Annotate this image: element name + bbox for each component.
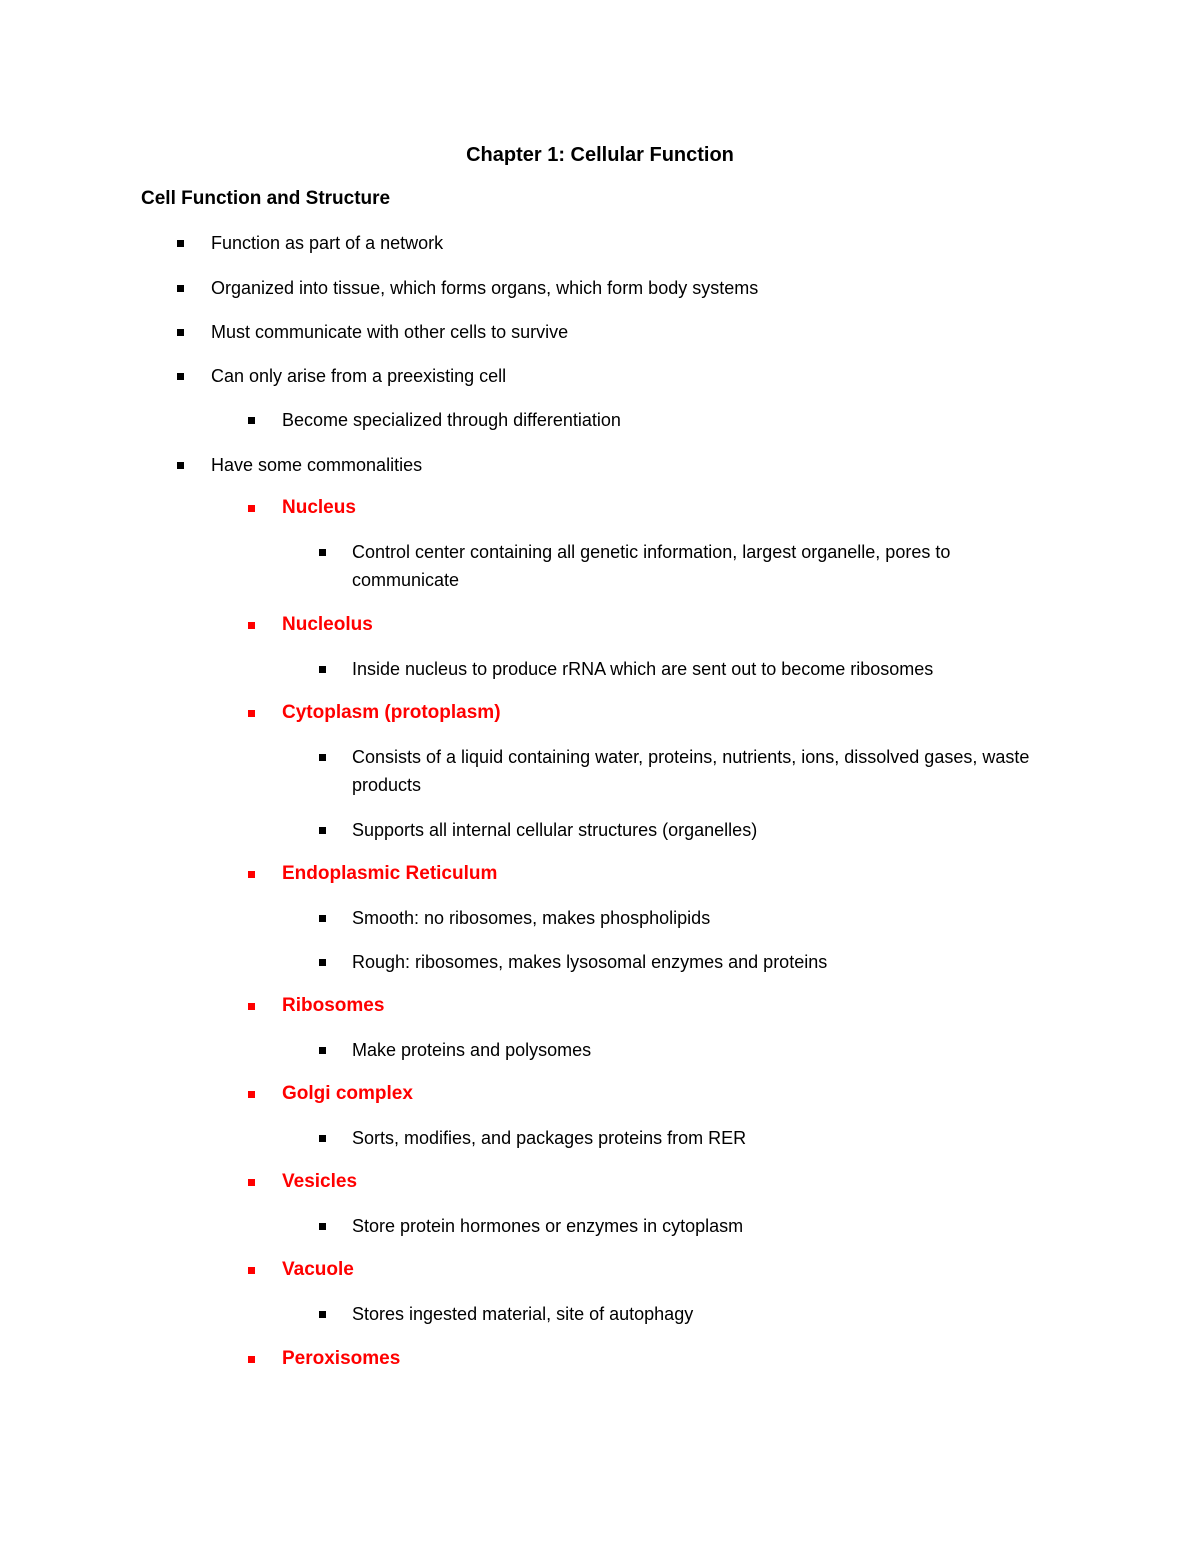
square-bullet-icon — [177, 462, 184, 469]
organelle-heading-vesicles: Vesicles — [282, 1168, 357, 1196]
organelle-heading-nucleus: Nucleus — [282, 494, 356, 522]
square-bullet-icon — [248, 1267, 255, 1274]
list-item: Rough: ribosomes, makes lysosomal enzymes and proteins — [352, 948, 827, 976]
list-item: Inside nucleus to produce rRNA which are sent out to become ribosomes — [352, 655, 933, 683]
list-item: Control center containing all genetic information, largest organelle, pores to communicate — [352, 538, 1052, 594]
organelle-heading-er: Endoplasmic Reticulum — [282, 860, 497, 888]
square-bullet-icon — [248, 417, 255, 424]
square-bullet-icon — [319, 959, 326, 966]
square-bullet-icon — [319, 915, 326, 922]
list-item: Consists of a liquid containing water, proteins, nutrients, ions, dissolved gases, waste products — [352, 743, 1052, 799]
section-heading: Cell Function and Structure — [141, 188, 391, 209]
square-bullet-icon — [177, 285, 184, 292]
organelle-heading-golgi: Golgi complex — [282, 1080, 413, 1108]
list-item: Stores ingested material, site of autophagy — [352, 1300, 693, 1328]
square-bullet-icon — [319, 1311, 326, 1318]
square-bullet-icon — [319, 1223, 326, 1230]
list-item: Become specialized through differentiation — [282, 406, 621, 434]
list-item: Function as part of a network — [211, 229, 443, 257]
list-item: Can only arise from a preexisting cell — [211, 362, 506, 390]
square-bullet-icon — [248, 1003, 255, 1010]
list-item: Store protein hormones or enzymes in cytoplasm — [352, 1212, 743, 1240]
square-bullet-icon — [319, 1047, 326, 1054]
organelle-heading-vacuole: Vacuole — [282, 1256, 354, 1284]
organelle-heading-ribosomes: Ribosomes — [282, 992, 384, 1020]
organelle-heading-nucleolus: Nucleolus — [282, 611, 373, 639]
square-bullet-icon — [248, 710, 255, 717]
square-bullet-icon — [319, 754, 326, 761]
square-bullet-icon — [319, 666, 326, 673]
list-item: Make proteins and polysomes — [352, 1036, 591, 1064]
square-bullet-icon — [248, 1091, 255, 1098]
square-bullet-icon — [248, 1356, 255, 1363]
list-item: Must communicate with other cells to survive — [211, 318, 568, 346]
list-item: Smooth: no ribosomes, makes phospholipids — [352, 904, 710, 932]
square-bullet-icon — [248, 1179, 255, 1186]
list-item: Have some commonalities — [211, 451, 422, 479]
list-item: Organized into tissue, which forms organs, which form body systems — [211, 274, 758, 302]
square-bullet-icon — [319, 549, 326, 556]
organelle-heading-cytoplasm: Cytoplasm (protoplasm) — [282, 699, 501, 727]
page-title: Chapter 1: Cellular Function — [466, 144, 734, 166]
square-bullet-icon — [248, 871, 255, 878]
organelle-heading-peroxisomes: Peroxisomes — [282, 1345, 400, 1373]
square-bullet-icon — [248, 622, 255, 629]
square-bullet-icon — [177, 373, 184, 380]
square-bullet-icon — [177, 240, 184, 247]
square-bullet-icon — [177, 329, 184, 336]
square-bullet-icon — [248, 505, 255, 512]
list-item: Sorts, modifies, and packages proteins from RER — [352, 1124, 746, 1152]
square-bullet-icon — [319, 1135, 326, 1142]
square-bullet-icon — [319, 827, 326, 834]
list-item: Supports all internal cellular structures (organelles) — [352, 816, 757, 844]
